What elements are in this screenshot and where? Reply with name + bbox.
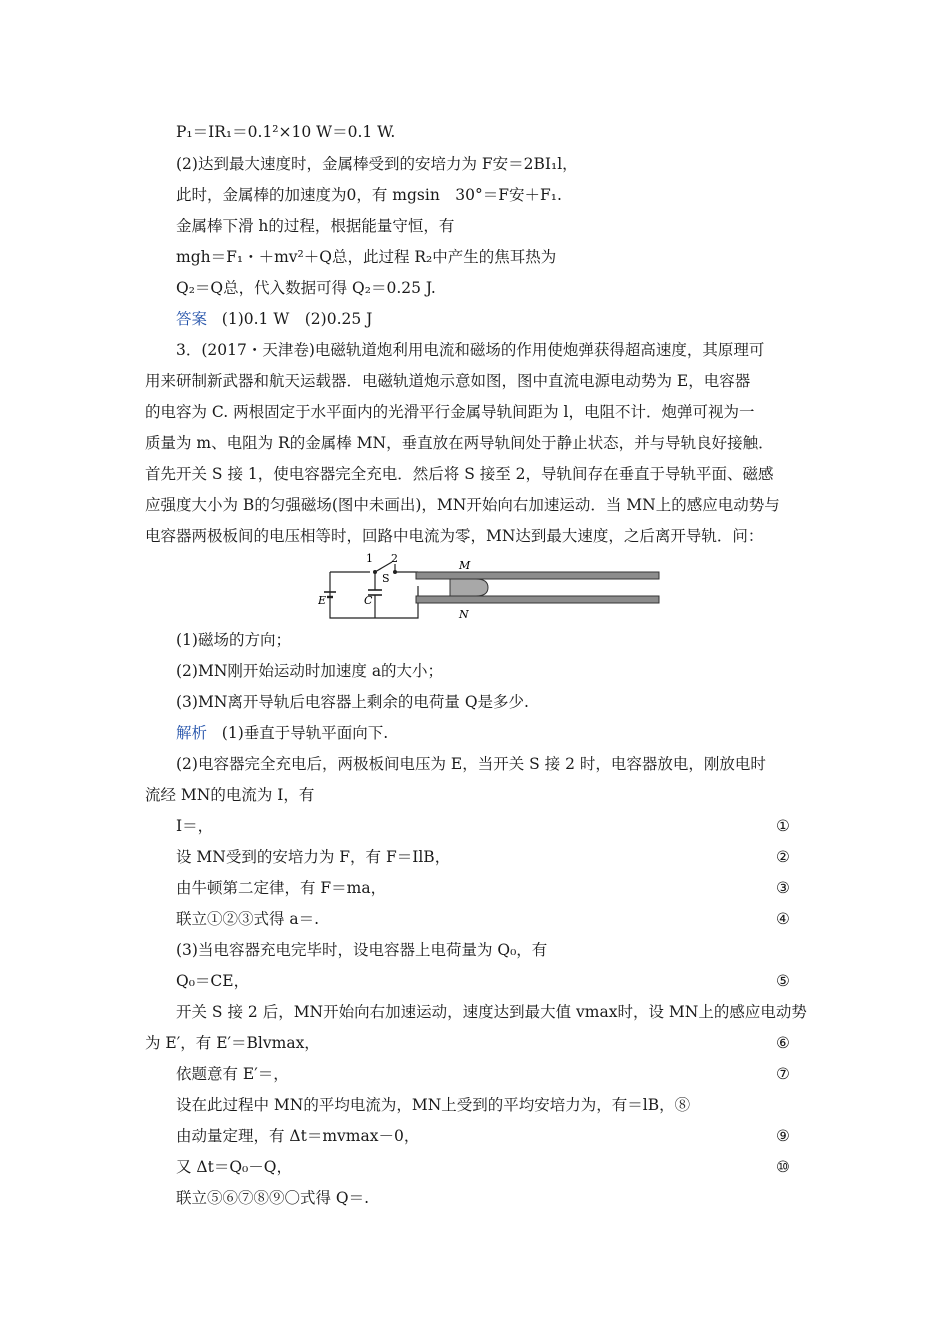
problem-line: 质量为 m、电阻为 R的金属棒 MN，垂直放在两导轨间处于静止状态，并与导轨良好接触． xyxy=(145,434,774,452)
equation-marker: ⑨ xyxy=(776,1127,790,1145)
solution-line: (2)电容器完全充电后，两极板间电压为 E，当开关 S 接 2 时，电容器放电，刚放电时 xyxy=(176,755,766,773)
solution-line: 又 Δt＝Q₀－Q， xyxy=(176,1158,292,1176)
label-c: C xyxy=(364,594,373,607)
analysis-text: (1)垂直于导轨平面向下. xyxy=(221,724,389,742)
solution-line: I＝， xyxy=(176,817,214,835)
label-e: E xyxy=(318,594,327,607)
analysis-line xyxy=(176,723,388,743)
problem-line: 3．(2017・天津卷)电磁轨道炮利用电流和磁场的作用使炮弹获得超高速度，其原理可 xyxy=(176,341,765,359)
solution-line: 由动量定理，有 Δt＝mvmax－0， xyxy=(176,1127,420,1145)
text-line: 金属棒下滑 h的过程，根据能量守恒，有 xyxy=(176,217,455,235)
equation-marker: ④ xyxy=(776,910,790,928)
text-line: P₁＝IR₁＝0.1²×10 W＝0.1 W. xyxy=(176,123,396,141)
text-line: mgh＝F₁・＋mv²＋Q总，此过程 R₂中产生的焦耳热为 xyxy=(176,248,557,266)
equation-marker: ⑤ xyxy=(776,972,790,990)
upper-rail xyxy=(416,572,659,579)
solution-line: 由牛顿第二定律，有 F＝ma， xyxy=(176,879,387,897)
solution-line: (3)当电容器充电完毕时，设电容器上电荷量为 Q₀，有 xyxy=(176,941,548,959)
solution-line: 为 E′，有 E′＝Blvmax， xyxy=(145,1034,320,1052)
problem-line: 用来研制新武器和航天运载器．电磁轨道炮示意如图，图中直流电源电动势为 E，电容器 xyxy=(145,372,751,390)
solution-line: 依题意有 E′＝， xyxy=(176,1065,289,1083)
equation-marker: ② xyxy=(776,848,790,866)
label-m: M xyxy=(459,559,471,572)
solution-line: 流经 MN的电流为 I，有 xyxy=(145,786,315,804)
label-1: 1 xyxy=(366,552,373,565)
equation-marker: ① xyxy=(776,817,790,835)
text-line: 此时，金属棒的加速度为0，有 mgsin 30°＝F安＋F₁. xyxy=(176,186,562,204)
switch-contact-1 xyxy=(373,570,377,574)
problem-line: 的电容为 C. 两根固定于水平面内的光滑平行金属导轨间距为 l，电阻不计．炮弹可视为一 xyxy=(145,403,755,421)
label-s: S xyxy=(382,572,390,585)
analysis-label: 解析 xyxy=(176,724,208,742)
text-line: Q₂＝Q总，代入数据可得 Q₂＝0.25 J. xyxy=(176,279,436,297)
solution-line: Q₀＝CE， xyxy=(176,972,250,990)
solution-line: 设在此过程中 MN的平均电流为，MN上受到的平均安培力为，有＝lB，⑧ xyxy=(176,1096,691,1114)
question-line: (1)磁场的方向； xyxy=(176,631,291,649)
equation-marker: ⑩ xyxy=(776,1158,790,1176)
solution-line: 设 MN受到的安培力为 F，有 F＝IlB， xyxy=(176,848,451,866)
label-n: N xyxy=(459,608,469,621)
problem-line: 电容器两极板间的电压相等时，回路中电流为零，MN达到最大速度，之后离开导轨．问： xyxy=(145,527,764,545)
text-line: (2)达到最大速度时，金属棒受到的安培力为 F安＝2BI₁l， xyxy=(176,155,578,173)
problem-line: 首先开关 S 接 1，使电容器完全充电．然后将 S 接至 2，导轨间存在垂直于导轨平面、磁感 xyxy=(145,465,774,483)
switch-contact-2 xyxy=(393,570,397,574)
equation-marker: ⑦ xyxy=(776,1065,790,1083)
projectile-mn xyxy=(450,579,488,596)
question-line: (2)MN刚开始运动时加速度 a的大小； xyxy=(176,662,444,680)
solution-line: 联立⑤⑥⑦⑧⑨〇式得 Q＝. xyxy=(176,1189,370,1207)
answer-text: (1)0.1 W (2)0.25 J xyxy=(221,310,373,328)
solution-line: 开关 S 接 2 后，MN开始向右加速运动，速度达到最大值 vmax时，设 MN上的感应电动势 xyxy=(176,1003,807,1021)
solution-line: 联立①②③式得 a＝. xyxy=(176,910,320,928)
label-2: 2 xyxy=(391,552,398,565)
lower-rail xyxy=(416,596,659,603)
railgun-circuit-diagram xyxy=(318,552,663,622)
answer-line xyxy=(176,309,372,329)
answer-label: 答案 xyxy=(176,310,208,328)
question-line: (3)MN离开导轨后电容器上剩余的电荷量 Q是多少. xyxy=(176,693,529,711)
equation-marker: ③ xyxy=(776,879,790,897)
problem-line: 应强度大小为 B的匀强磁场(图中未画出)，MN开始向右加速运动．当 MN上的感应电动势与 xyxy=(145,496,780,514)
equation-marker: ⑥ xyxy=(776,1034,790,1052)
